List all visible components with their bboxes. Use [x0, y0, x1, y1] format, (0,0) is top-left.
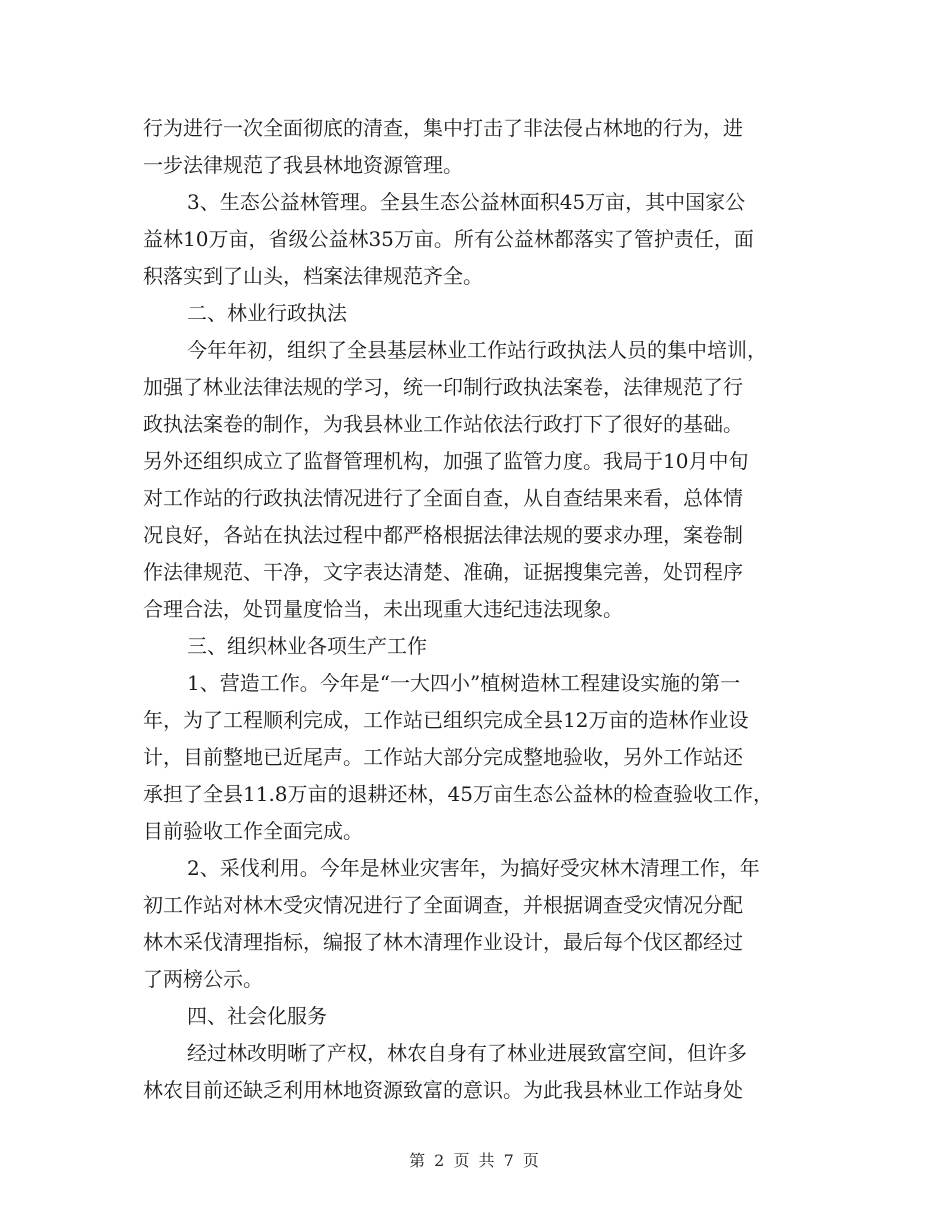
text-line: 初工作站对林木受灾情况进行了全面调查，并根据调查受灾情况分配 — [143, 893, 743, 917]
text-line: 3、生态公益林管理。全县生态公益林面积45万亩，其中国家公 — [187, 190, 746, 214]
text-line: 承担了全县11.8万亩的退耕还林，45万亩生态公益林的检查验收工作， — [143, 782, 773, 806]
text-line: 年，为了工程顺利完成，工作站已组织完成全县12万亩的造林作业设 — [143, 708, 749, 732]
text-line: 2、采伐利用。今年是林业灾害年，为搞好受灾林木清理工作，年 — [187, 856, 760, 880]
text-line: 另外还组织成立了监督管理机构，加强了监管力度。我局于10月中旬 — [143, 449, 749, 473]
text-line: 经过林改明晰了产权，林农自身有了林业进展致富空间，但许多 — [187, 1041, 747, 1065]
text-line: 目前验收工作全面完成。 — [143, 819, 363, 843]
text-line: 四、社会化服务 — [187, 1004, 327, 1028]
document-body — [143, 110, 823, 1109]
text-line: 积落实到了山头，档案法律规范齐全。 — [143, 264, 483, 288]
text-line: 林农目前还缺乏利用林地资源致富的意识。为此我县林业工作站身处 — [143, 1078, 743, 1102]
text-line: 合理合法，处罚量度恰当，未出现重大违纪违法现象。 — [143, 597, 623, 621]
text-line: 三、组织林业各项生产工作 — [187, 634, 427, 658]
text-line: 今年年初，组织了全县基层林业工作站行政执法人员的集中培训， — [187, 338, 767, 362]
page-number-footer: 第 2 页 共 7 页 — [409, 1151, 541, 1170]
text-line: 政执法案卷的制作，为我县林业工作站依法行政打下了很好的基础。 — [143, 412, 743, 436]
text-line: 行为进行一次全面彻底的清查，集中打击了非法侵占林地的行为，进 — [143, 116, 743, 140]
text-line: 作法律规范、干净，文字表达清楚、准确，证据搜集完善，处罚程序 — [143, 560, 743, 584]
text-line: 益林10万亩，省级公益林35万亩。所有公益林都落实了管护责任，面 — [143, 227, 754, 251]
text-line: 林木采伐清理指标，编报了林木清理作业设计，最后每个伐区都经过 — [143, 930, 743, 954]
text-line: 了两榜公示。 — [143, 967, 263, 991]
text-line: 对工作站的行政执法情况进行了全面自查，从自查结果来看，总体情 — [143, 486, 743, 510]
text-line: 1、营造工作。今年是“一大四小”植树造林工程建设实施的第一 — [187, 671, 741, 695]
text-line: 加强了林业法律法规的学习，统一印制行政执法案卷，法律规范了行 — [143, 375, 743, 399]
text-line: 计，目前整地已近尾声。工作站大部分完成整地验收，另外工作站还 — [143, 745, 743, 769]
text-line: 二、林业行政执法 — [187, 301, 347, 325]
text-line: 一步法律规范了我县林地资源管理。 — [143, 153, 463, 177]
text-line: 况良好，各站在执法过程中都严格根据法律法规的要求办理，案卷制 — [143, 523, 743, 547]
